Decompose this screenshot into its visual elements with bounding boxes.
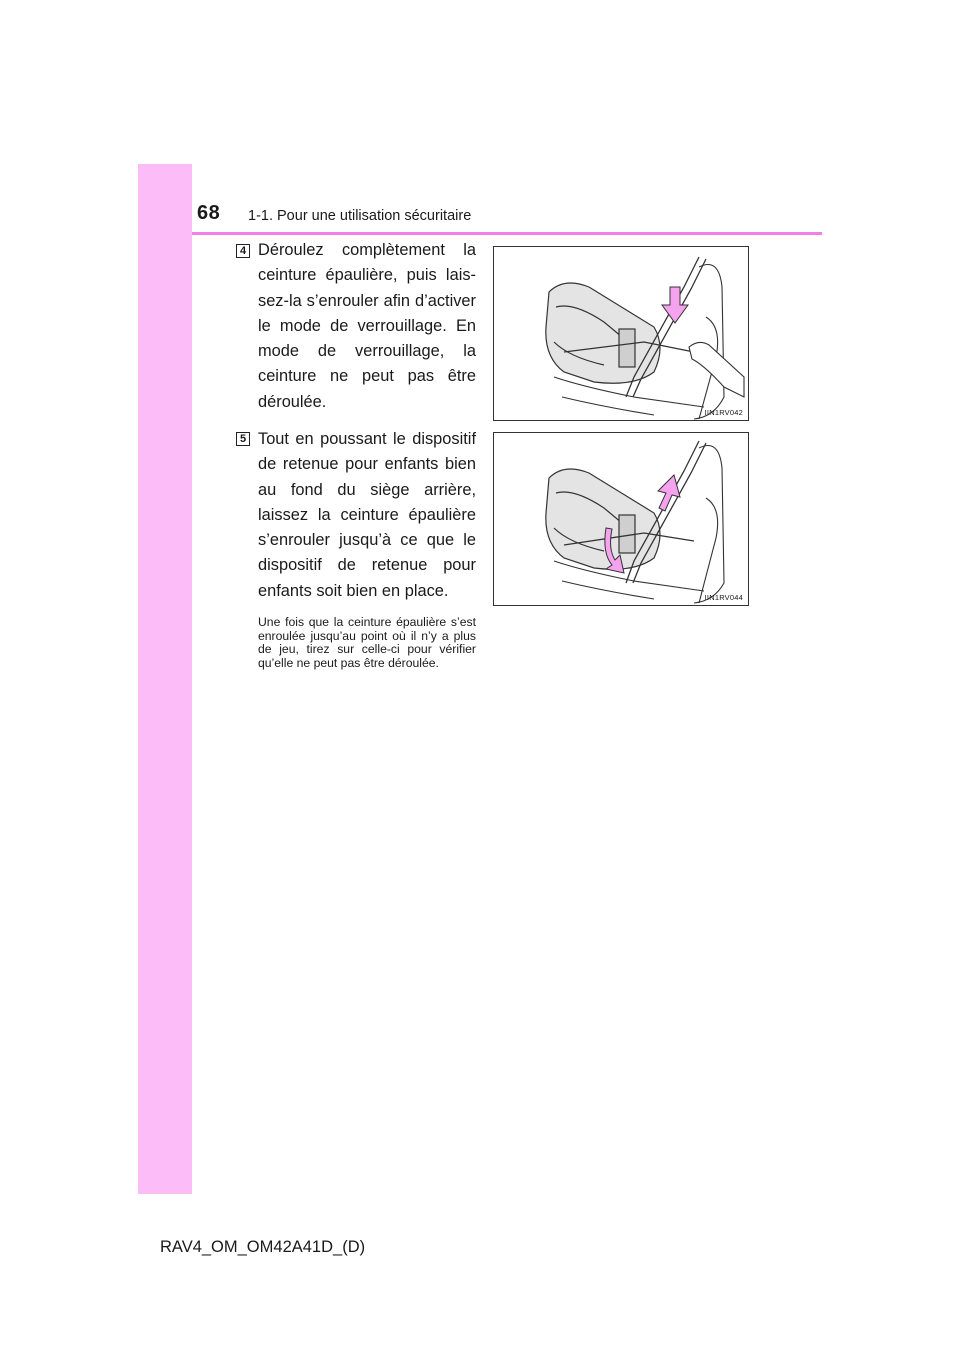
step-4-number: 4 (236, 244, 250, 258)
figure-code: IIN1RV042 (704, 408, 743, 417)
retract-up-arrow-icon (658, 475, 680, 511)
side-color-bar (138, 164, 192, 1194)
step-4-text: Déroulez complètement la ceinture épaulière, puis laissez-la s’enrouler afin d’activer le mode de verrouillage. En mode de verrouillage, la ceinture ne peut pas être déroulée. (258, 241, 476, 411)
pull-down-arrow-icon (662, 287, 688, 323)
car-seat-retract-drawing (494, 433, 749, 606)
step-5-number: 5 (236, 432, 250, 446)
page-number: 68 (197, 202, 221, 224)
step-5-note: Une fois que la ceinture épaulière s’est enroulée jusqu’au point où il n’y a plus de jeu, tirez sur celle-ci pour vérifier qu’elle ne peut pas être déroulée. (258, 615, 476, 670)
step-5-illustration (493, 432, 749, 606)
figure-code: IIN1RV044 (704, 593, 743, 602)
document-code: RAV4_OM_OM42A41D_(D) (160, 1238, 366, 1256)
car-seat-belt-drawing (494, 247, 749, 421)
step-4-illustration (493, 246, 749, 421)
section-title: 1-1. Pour une utilisation sécuritaire (248, 208, 472, 224)
header-divider (192, 232, 822, 235)
step-5-text: Tout en poussant le dispositif de retenue pour enfants bien au fond du siège arrière, laissez la ceinture épaulière s’enrouler jusqu’à ce que le dispositif de retenue pour enfants soit bien en place. (258, 430, 476, 600)
